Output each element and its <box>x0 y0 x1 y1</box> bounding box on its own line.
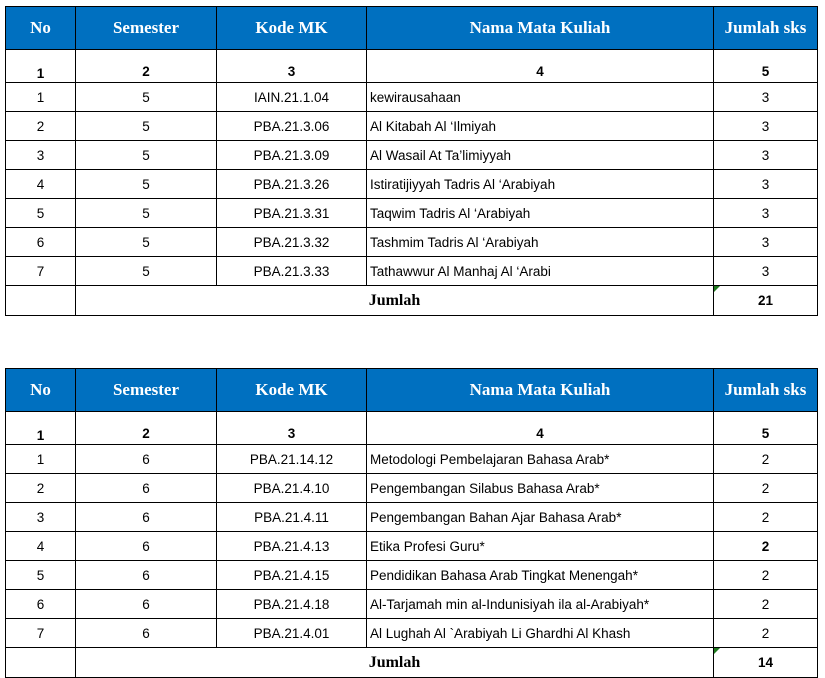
column-number: 1 <box>6 412 76 445</box>
table-row <box>6 590 818 619</box>
row-no: 7 <box>6 257 76 286</box>
row-semester: 6 <box>76 474 217 503</box>
column-number: 2 <box>76 412 217 445</box>
total-label: Jumlah <box>76 286 714 316</box>
row-nama-mata-kuliah: Pendidikan Bahasa Arab Tingkat Menengah* <box>367 561 714 590</box>
row-sks: 3 <box>714 199 818 228</box>
row-no: 1 <box>6 445 76 474</box>
row-no: 1 <box>6 83 76 112</box>
row-kode-mk: PBA.21.4.15 <box>217 561 367 590</box>
row-kode-mk: PBA.21.14.12 <box>217 445 367 474</box>
row-kode-mk: PBA.21.3.33 <box>217 257 367 286</box>
row-sks: 2 <box>714 619 818 648</box>
total-row <box>6 286 818 316</box>
table-row <box>6 257 818 286</box>
row-no: 4 <box>6 532 76 561</box>
row-nama-mata-kuliah: Al Kitabah Al ‘Ilmiyah <box>367 112 714 141</box>
row-sks: 3 <box>714 83 818 112</box>
row-semester: 5 <box>76 112 217 141</box>
row-nama-mata-kuliah: Tashmim Tadris Al ‘Arabiyah <box>367 228 714 257</box>
row-nama-mata-kuliah: Tathawwur Al Manhaj Al ‘Arabi <box>367 257 714 286</box>
row-kode-mk: PBA.21.3.06 <box>217 112 367 141</box>
course-table-semester-6 <box>5 368 818 678</box>
header-nama-mata-kuliah: Nama Mata Kuliah <box>367 7 714 50</box>
row-nama-mata-kuliah: kewirausahaan <box>367 83 714 112</box>
row-semester: 6 <box>76 590 217 619</box>
course-table-semester-5 <box>5 6 818 316</box>
header-jumlah-sks: Jumlah sks <box>714 369 818 412</box>
row-kode-mk: PBA.21.4.11 <box>217 503 367 532</box>
column-number: 1 <box>6 50 76 83</box>
row-semester: 5 <box>76 199 217 228</box>
row-semester: 5 <box>76 228 217 257</box>
row-no: 5 <box>6 561 76 590</box>
table-row <box>6 503 818 532</box>
total-sks: 14 <box>714 648 818 678</box>
header-kode-mk: Kode MK <box>217 7 367 50</box>
row-no: 2 <box>6 474 76 503</box>
column-number-row <box>6 50 818 83</box>
row-nama-mata-kuliah: Metodologi Pembelajaran Bahasa Arab* <box>367 445 714 474</box>
row-semester: 6 <box>76 619 217 648</box>
header-nama-mata-kuliah: Nama Mata Kuliah <box>367 369 714 412</box>
total-empty-cell <box>6 648 76 678</box>
row-sks: 3 <box>714 112 818 141</box>
table-row <box>6 170 818 199</box>
header-semester: Semester <box>76 369 217 412</box>
column-number: 3 <box>217 412 367 445</box>
table-row <box>6 474 818 503</box>
row-no: 4 <box>6 170 76 199</box>
row-nama-mata-kuliah: Pengembangan Silabus Bahasa Arab* <box>367 474 714 503</box>
table-row <box>6 532 818 561</box>
row-nama-mata-kuliah: Pengembangan Bahan Ajar Bahasa Arab* <box>367 503 714 532</box>
row-no: 6 <box>6 590 76 619</box>
table-row <box>6 112 818 141</box>
row-sks: 2 <box>714 532 818 561</box>
header-row <box>6 369 818 412</box>
row-nama-mata-kuliah: Al Lughah Al `Arabiyah Li Ghardhi Al Khash <box>367 619 714 648</box>
row-kode-mk: PBA.21.3.32 <box>217 228 367 257</box>
header-no: No <box>6 369 76 412</box>
row-nama-mata-kuliah: Al-Tarjamah min al-Indunisiyah ila al-Arabiyah* <box>367 590 714 619</box>
row-sks: 3 <box>714 228 818 257</box>
column-number: 5 <box>714 50 818 83</box>
row-no: 3 <box>6 141 76 170</box>
column-number: 2 <box>76 50 217 83</box>
row-no: 3 <box>6 503 76 532</box>
row-semester: 6 <box>76 561 217 590</box>
row-nama-mata-kuliah: Al Wasail At Ta’limiyyah <box>367 141 714 170</box>
row-sks: 2 <box>714 590 818 619</box>
row-semester: 5 <box>76 257 217 286</box>
row-kode-mk: PBA.21.4.10 <box>217 474 367 503</box>
header-no: No <box>6 7 76 50</box>
row-no: 6 <box>6 228 76 257</box>
row-kode-mk: IAIN.21.1.04 <box>217 83 367 112</box>
header-row <box>6 7 818 50</box>
row-kode-mk: PBA.21.4.01 <box>217 619 367 648</box>
row-nama-mata-kuliah: Etika Profesi Guru* <box>367 532 714 561</box>
table-row <box>6 619 818 648</box>
table-row <box>6 83 818 112</box>
row-semester: 5 <box>76 170 217 199</box>
header-semester: Semester <box>76 7 217 50</box>
total-row <box>6 648 818 678</box>
row-no: 5 <box>6 199 76 228</box>
header-kode-mk: Kode MK <box>217 369 367 412</box>
total-label: Jumlah <box>76 648 714 678</box>
row-nama-mata-kuliah: Taqwim Tadris Al ‘Arabiyah <box>367 199 714 228</box>
table-row <box>6 561 818 590</box>
row-sks: 3 <box>714 257 818 286</box>
table-row <box>6 141 818 170</box>
row-kode-mk: PBA.21.3.26 <box>217 170 367 199</box>
row-sks: 2 <box>714 474 818 503</box>
header-jumlah-sks: Jumlah sks <box>714 7 818 50</box>
column-number: 4 <box>367 412 714 445</box>
row-kode-mk: PBA.21.3.09 <box>217 141 367 170</box>
row-semester: 6 <box>76 503 217 532</box>
row-no: 7 <box>6 619 76 648</box>
row-sks: 3 <box>714 170 818 199</box>
row-kode-mk: PBA.21.4.13 <box>217 532 367 561</box>
column-number: 5 <box>714 412 818 445</box>
table-row <box>6 228 818 257</box>
row-semester: 5 <box>76 141 217 170</box>
row-sks: 3 <box>714 141 818 170</box>
column-number: 3 <box>217 50 367 83</box>
row-nama-mata-kuliah: Istiratijiyyah Tadris Al ‘Arabiyah <box>367 170 714 199</box>
total-sks: 21 <box>714 286 818 316</box>
table-row <box>6 199 818 228</box>
row-sks: 2 <box>714 445 818 474</box>
row-sks: 2 <box>714 561 818 590</box>
table-row <box>6 445 818 474</box>
row-kode-mk: PBA.21.3.31 <box>217 199 367 228</box>
row-no: 2 <box>6 112 76 141</box>
row-semester: 5 <box>76 83 217 112</box>
row-sks: 2 <box>714 503 818 532</box>
row-semester: 6 <box>76 532 217 561</box>
row-kode-mk: PBA.21.4.18 <box>217 590 367 619</box>
total-empty-cell <box>6 286 76 316</box>
row-semester: 6 <box>76 445 217 474</box>
column-number-row <box>6 412 818 445</box>
column-number: 4 <box>367 50 714 83</box>
